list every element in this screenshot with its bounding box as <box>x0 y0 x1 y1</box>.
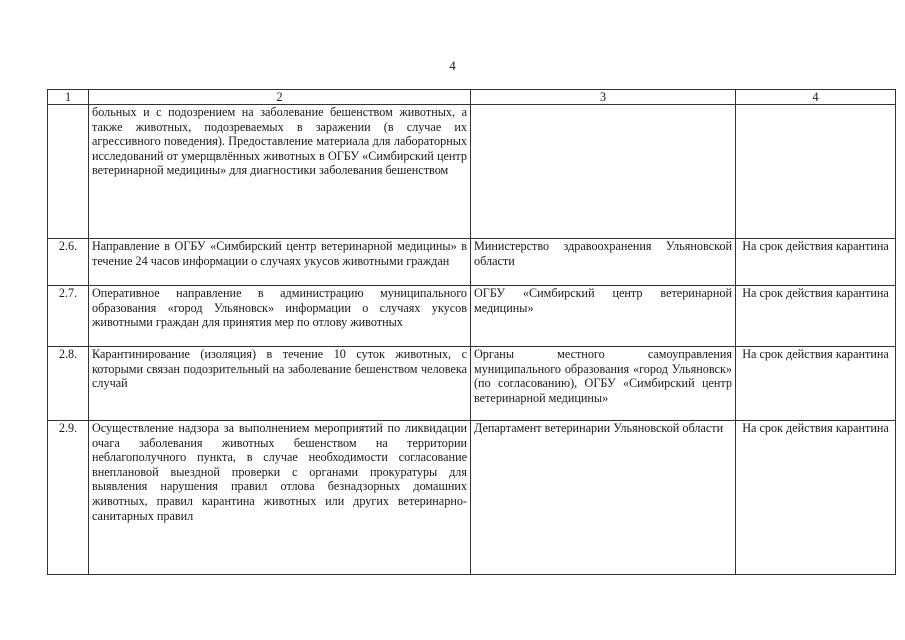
table-header-row <box>48 90 896 105</box>
row-deadline: На срок действия карантина <box>736 286 896 347</box>
row-deadline: На срок действия карантина <box>736 347 896 421</box>
row-number: 2.7. <box>48 286 89 347</box>
row-description: Оперативное направление в администрацию муниципального образования «город Ульяновск» информации о случаях укусов животными граждан для принятия мер по отлову животных <box>89 286 471 347</box>
row-description: Карантинирование (изоляция) в течение 10 суток животных, с которыми связан подозрительный на заболевание бешенством человека случай <box>89 347 471 421</box>
row-number: 2.9. <box>48 421 89 575</box>
row-responsible: Органы местного самоуправления муниципального образования «город Ульяновск» (по согласованию), ОГБУ «Симбирский центр ветеринарной медицины» <box>471 347 736 421</box>
table-row <box>48 286 896 347</box>
table-row <box>48 421 896 575</box>
row-description: Осуществление надзора за выполнением мероприятий по ликвидации очага заболевания животных бешенством на территории неблагополучного пункта, в случае необходимости согласование внеплановой выездной проверки с органами прокуратуры для выявления нарушения правил отлова безнадзорных домашних животных, правил карантина животных или других ветеринарно-санитарных правил <box>89 421 471 575</box>
row-responsible: Министерство здравоохранения Ульяновской области <box>471 239 736 286</box>
column-header-1: 1 <box>48 90 89 105</box>
table-row <box>48 239 896 286</box>
row-responsible <box>471 105 736 239</box>
measures-table <box>47 89 896 575</box>
row-responsible: ОГБУ «Симбирский центр ветеринарной медицины» <box>471 286 736 347</box>
page-number: 4 <box>449 58 456 73</box>
column-header-2: 2 <box>89 90 471 105</box>
row-deadline <box>736 105 896 239</box>
row-number: 2.8. <box>48 347 89 421</box>
row-number: 2.6. <box>48 239 89 286</box>
column-header-4: 4 <box>736 90 896 105</box>
table-row <box>48 347 896 421</box>
row-responsible: Департамент ветеринарии Ульяновской области <box>471 421 736 575</box>
row-deadline: На срок действия карантина <box>736 421 896 575</box>
row-description: Направление в ОГБУ «Симбирский центр ветеринарной медицины» в течение 24 часов информации о случаях укусов животными граждан <box>89 239 471 286</box>
row-description: больных и с подозрением на заболевание бешенством животных, а также животных, подозреваемых в заражении (в случае их агрессивного поведения). Предоставление материала для лабораторных исследований от умерщвлённых животных в ОГБУ «Симбирский центр ветеринарной медицины» для диагностики заболевания бешенством <box>89 105 471 239</box>
table-row <box>48 105 896 239</box>
row-deadline: На срок действия карантина <box>736 239 896 286</box>
row-number <box>48 105 89 239</box>
column-header-3: 3 <box>471 90 736 105</box>
